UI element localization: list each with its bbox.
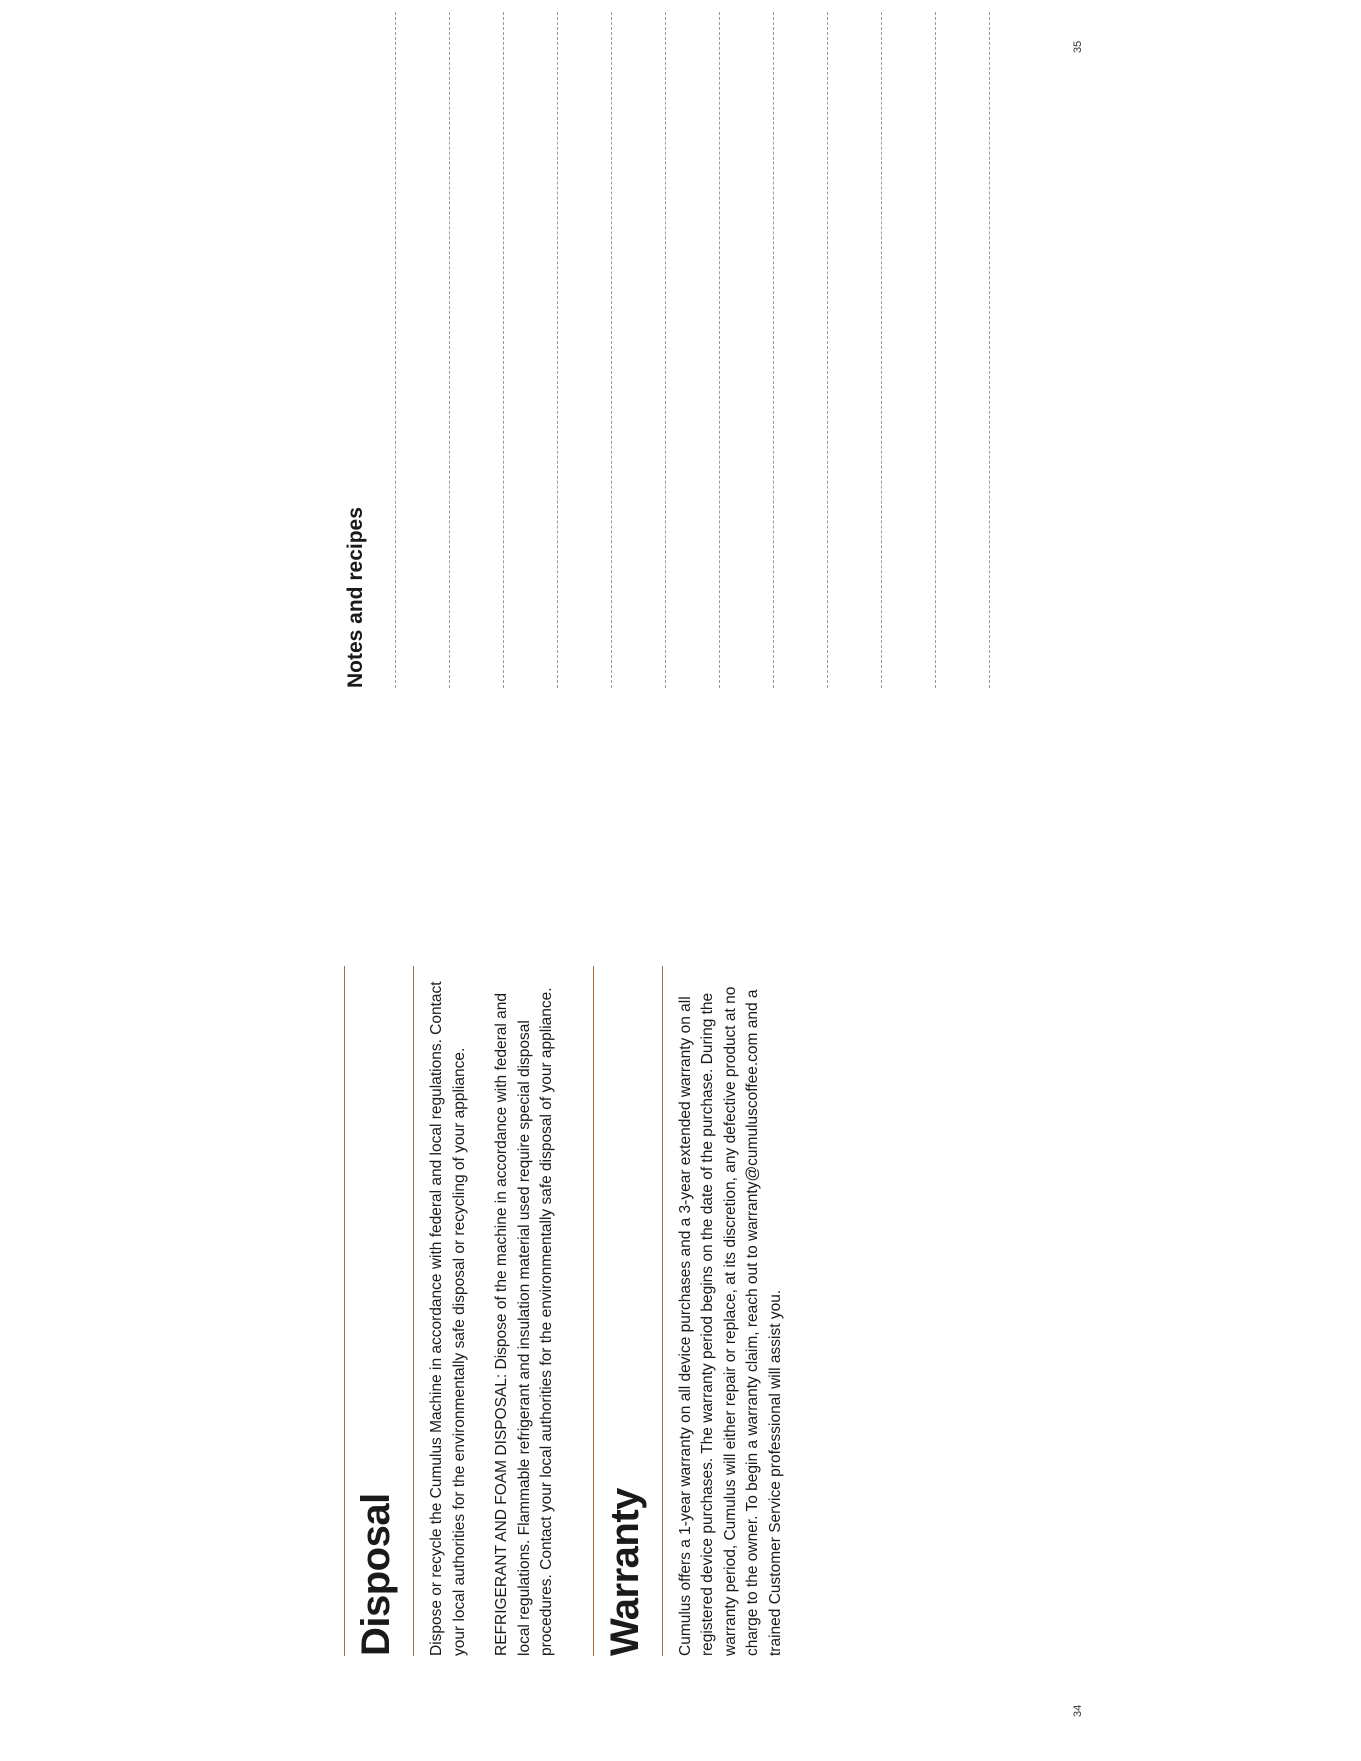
section-rule [593,966,594,1656]
disposal-title: Disposal [354,1493,398,1656]
note-line [666,12,720,688]
note-line [828,12,882,688]
disposal-paragraph-2: REFRIGERANT AND FOAM DISPOSAL: Dispose of the machine in accordance with federal and local regulations. Flammable refrigerant and insulation material used require special disposal procedures. Contact your local authorities for the environmentally safe disposal of your appliance. [493,987,555,1656]
note-line [558,12,612,688]
note-line [882,12,936,688]
section-rule [662,966,663,1656]
note-line [396,12,450,688]
notes-title: Notes and recipes [344,507,367,688]
note-line [936,12,990,688]
note-line [504,12,558,688]
page-number-left: 34 [1072,1704,1084,1717]
section-rule [344,966,345,1656]
note-line [612,12,666,688]
warranty-title: Warranty [602,1488,647,1656]
note-line [450,12,504,688]
note-line [382,12,396,688]
left-page-content [344,966,807,1656]
right-page-content [344,0,990,688]
note-line [774,12,828,688]
note-line [720,12,774,688]
note-lines [382,0,990,688]
disposal-paragraph-1: Dispose or recycle the Cumulus Machine in accordance with federal and local regulations. Contact your local authorities for the environmentally safe disposal or recycling of your appliance. [428,981,468,1656]
warranty-paragraph: Cumulus offers a 1-year warranty on all device purchases and a 3-year extended warranty on all registered device purchases. The warranty period begins on the date of the purchase. During the warranty period, Cumulus will either repair or replace, at its discretion, any defective product at no charge to the owner. To begin a warranty claim, reach out to warranty@cumuluscoffee.com and a trained Customer Service professional will assist you. [676,986,784,1656]
page-number-right: 35 [1072,40,1084,53]
section-rule [413,966,414,1656]
